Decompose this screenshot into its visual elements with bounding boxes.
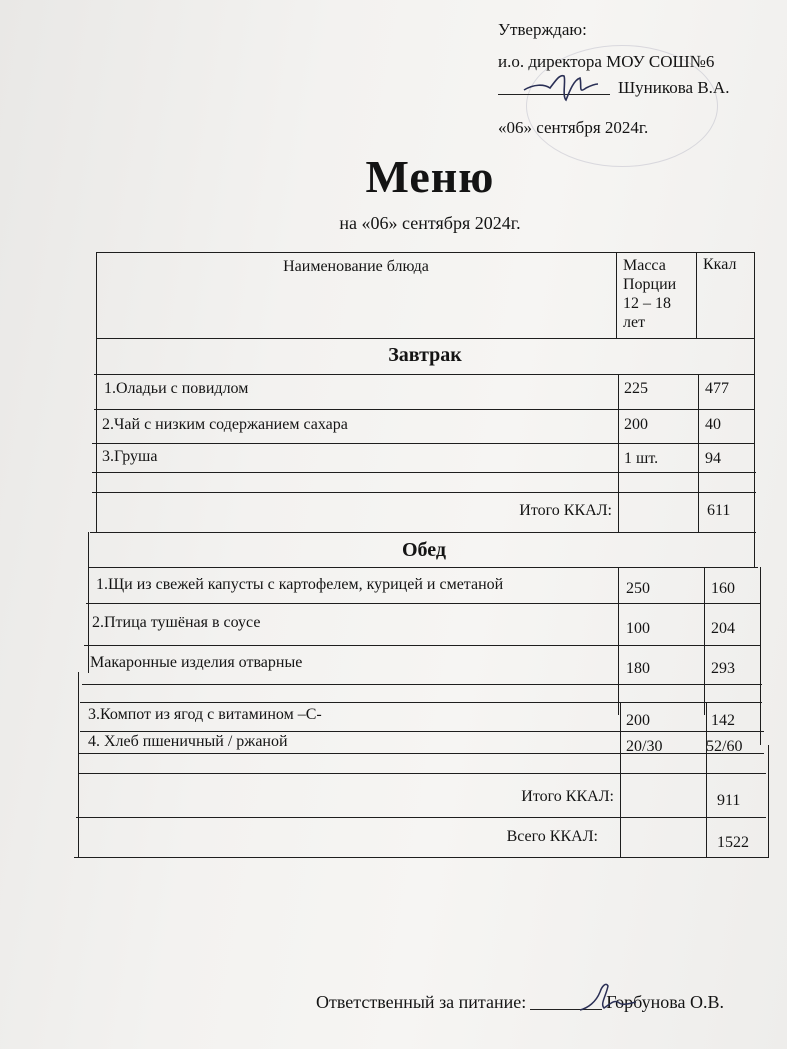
- breakfast-item-name: 3.Груша: [102, 448, 158, 465]
- table-divider: [88, 567, 758, 568]
- lunch-item-mass: 200: [626, 712, 650, 729]
- column-divider: [698, 374, 699, 532]
- table-border-top: [96, 252, 754, 253]
- lunch-item-name: 2.Птица тушёная в соусе: [92, 614, 261, 631]
- header-mass-line: Масса: [623, 257, 666, 274]
- table-divider: [76, 817, 766, 818]
- table-divider: [94, 374, 754, 375]
- section-breakfast-title: Завтрак: [388, 344, 462, 366]
- header-kcal: Ккал: [703, 256, 737, 273]
- grand-total-label: Всего ККАЛ:: [506, 828, 598, 845]
- lunch-item-mass: 100: [626, 620, 650, 637]
- column-divider: [620, 702, 621, 858]
- table-divider: [78, 773, 766, 774]
- footer-name: Горбунова О.В.: [606, 992, 724, 1012]
- column-divider: [704, 567, 705, 715]
- table-divider: [92, 492, 756, 493]
- table-divider: [96, 338, 754, 339]
- column-divider: [696, 252, 697, 338]
- page-subtitle: на «06» сентября 2024г.: [339, 213, 521, 233]
- table-border-bottom: [74, 857, 768, 858]
- lunch-item-name: Макаронные изделия отварные: [90, 654, 303, 671]
- breakfast-item-kcal: 40: [705, 416, 721, 433]
- column-divider: [616, 252, 617, 338]
- column-divider: [618, 567, 619, 715]
- header-mass-line: Порции: [623, 276, 677, 293]
- approver-name: Шуникова В.А.: [618, 78, 730, 97]
- breakfast-item-name: 2.Чай с низким содержанием сахара: [102, 416, 348, 433]
- footer-responsible: [316, 992, 724, 1013]
- header-mass-line: лет: [623, 314, 646, 331]
- lunch-item-kcal: 204: [711, 620, 735, 637]
- lunch-item-mass: 20/30: [626, 738, 663, 755]
- approver-position: и.о. директора МОУ СОШ№6: [498, 52, 715, 71]
- lunch-item-mass: 180: [626, 660, 650, 677]
- lunch-item-name: 1.Щи из свежей капусты с картофелем, курицей и сметаной: [96, 576, 504, 593]
- page-title: Меню: [365, 151, 495, 202]
- breakfast-item-mass: 1 шт.: [624, 450, 659, 467]
- column-divider: [618, 374, 619, 532]
- lunch-total-value: 911: [717, 792, 741, 809]
- table-divider: [82, 684, 762, 685]
- column-divider: [706, 702, 707, 858]
- breakfast-total-label: Итого ККАЛ:: [519, 502, 612, 519]
- table-divider: [90, 532, 756, 533]
- table-divider: [86, 603, 760, 604]
- header-mass: [623, 256, 676, 332]
- approve-label: Утверждаю:: [498, 20, 587, 39]
- header-dish: Наименование блюда: [283, 258, 429, 275]
- breakfast-item-name: 1.Оладьи с повидлом: [104, 380, 249, 397]
- breakfast-total-value: 611: [707, 502, 731, 519]
- table-divider: [80, 731, 764, 732]
- table-border-left: [78, 672, 79, 858]
- table-border-left: [88, 532, 89, 673]
- footer-label: Ответственный за питание:: [316, 992, 527, 1012]
- table-border-left: [96, 252, 97, 532]
- lunch-item-name: 3.Компот из ягод с витамином –С-: [88, 706, 322, 723]
- table-divider: [92, 443, 754, 444]
- table-border-right: [768, 745, 769, 858]
- header-mass-line: 12 – 18: [623, 295, 671, 312]
- table-divider: [80, 702, 762, 703]
- approval-date: «06» сентября 2024г.: [498, 118, 649, 137]
- lunch-item-kcal: 293: [711, 660, 735, 677]
- table-border-right: [760, 567, 761, 745]
- table-divider: [84, 645, 760, 646]
- breakfast-item-kcal: 94: [705, 450, 721, 467]
- lunch-item-mass: 250: [626, 580, 650, 597]
- breakfast-item-kcal: 477: [705, 380, 729, 397]
- section-lunch-title: Обед: [401, 539, 447, 561]
- table-divider: [94, 409, 754, 410]
- lunch-item-kcal: 52/60: [706, 738, 743, 755]
- grand-total-value: 1522: [717, 834, 749, 851]
- responsible-signature: [570, 978, 640, 1018]
- breakfast-item-mass: 200: [624, 416, 648, 433]
- lunch-total-label: Итого ККАЛ:: [521, 788, 614, 805]
- lunch-item-kcal: 142: [711, 712, 735, 729]
- table-divider: [92, 472, 756, 473]
- lunch-item-name: 4. Хлеб пшеничный / ржаной: [88, 733, 288, 750]
- table-border-right: [754, 252, 755, 567]
- lunch-item-kcal: 160: [711, 580, 735, 597]
- breakfast-item-mass: 225: [624, 380, 648, 397]
